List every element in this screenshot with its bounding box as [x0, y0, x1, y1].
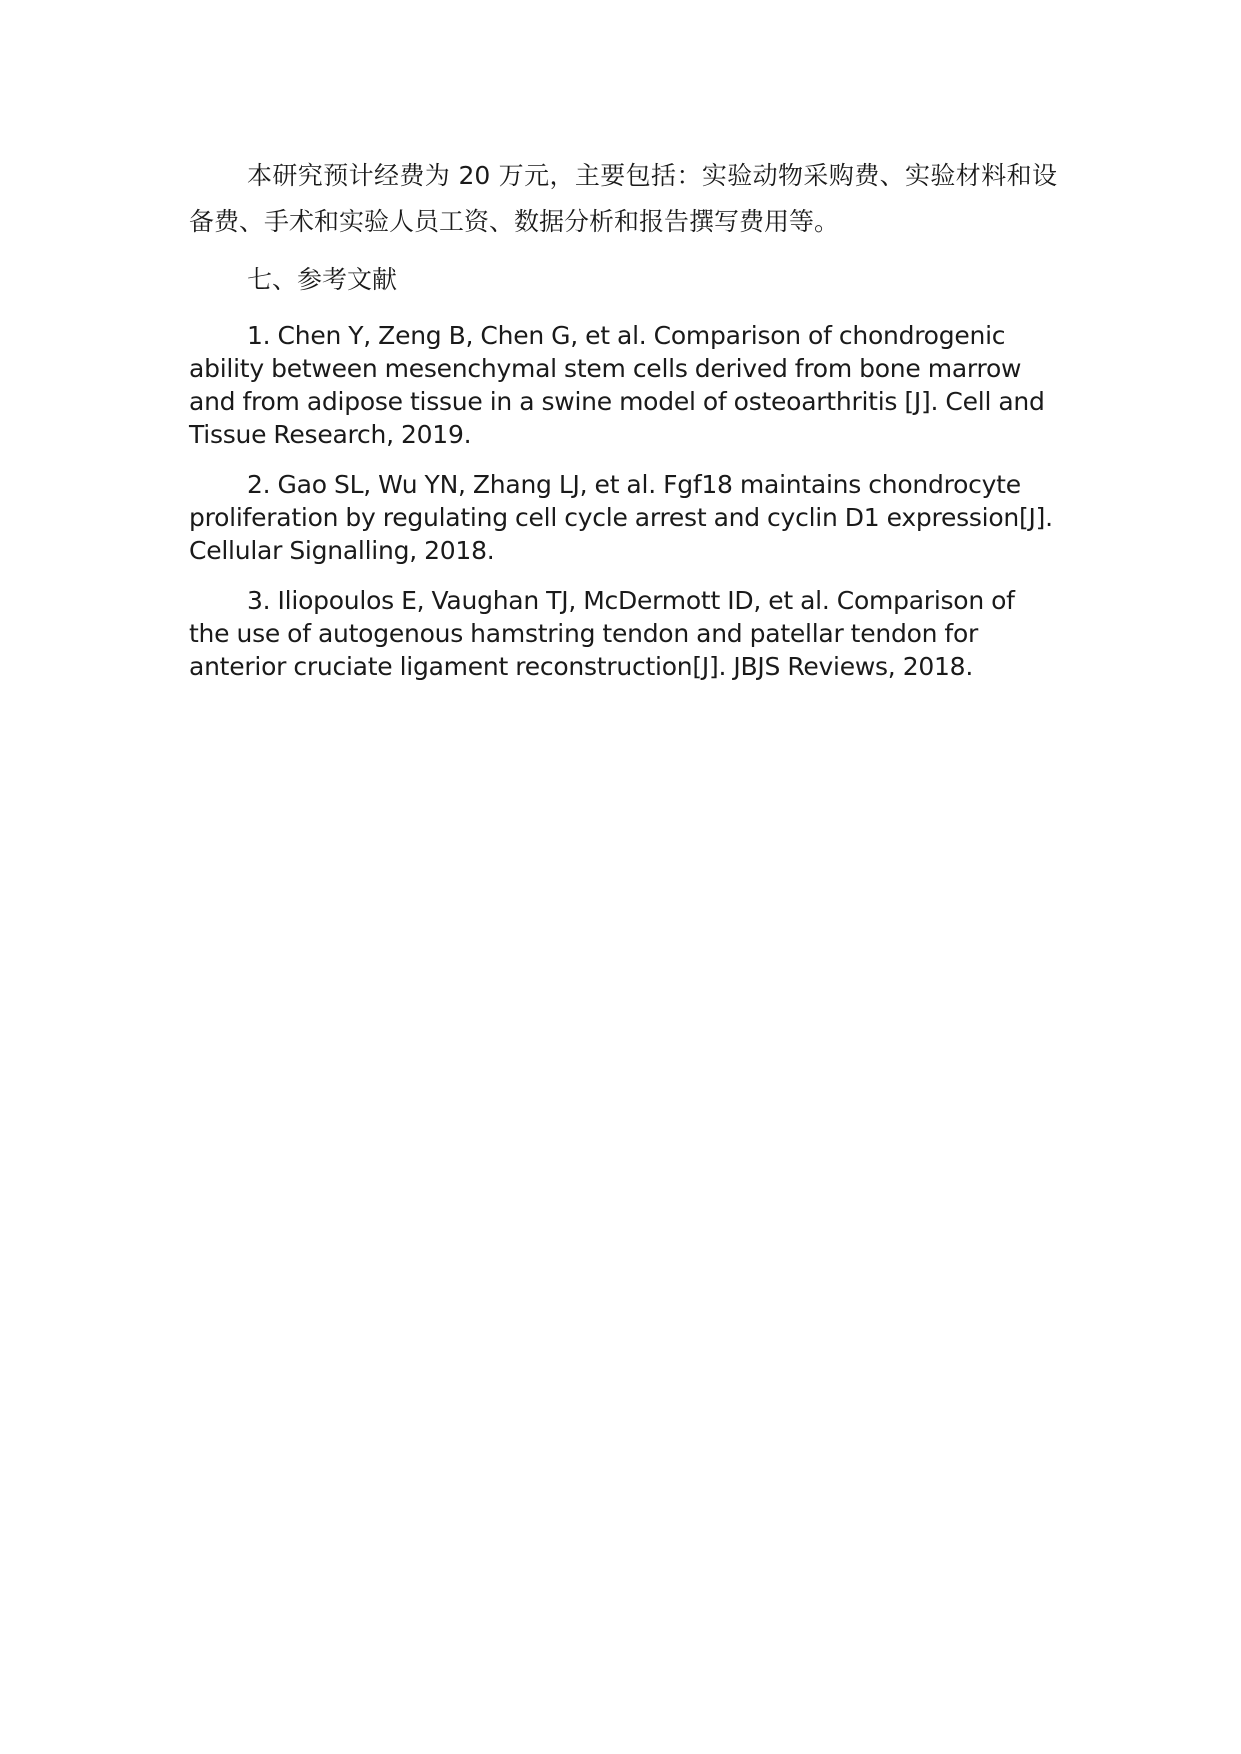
- reference-item: 1. Chen Y, Zeng B, Chen G, et al. Comparison of chondrogenic ability between mesenchymal stem cells derived from bone marrow and from adipose tissue in a swine model of osteoarthritis [J]. Cell and Tissue Research, 2019.: [189, 321, 1045, 449]
- references-heading: 七、参考文献: [247, 265, 398, 294]
- budget-paragraph: 本研究预计经费为 20 万元，主要包括：实验动物采购费、实验材料和设备费、手术和实验人员工资、数据分析和报告撰写费用等。: [189, 161, 1057, 236]
- reference-item: 2. Gao SL, Wu YN, Zhang LJ, et al. Fgf18 maintains chondrocyte proliferation by regulating cell cycle arrest and cyclin D1 expression[J]. Cellular Signalling, 2018.: [189, 470, 1053, 565]
- reference-list: [189, 319, 1057, 683]
- reference-item: 3. Iliopoulos E, Vaughan TJ, McDermott ID, et al. Comparison of the use of autogenous hamstring tendon and patellar tendon for anterior cruciate ligament reconstruction[J]. JBJS Reviews, 2018.: [189, 586, 1015, 681]
- page-content: [189, 153, 1057, 700]
